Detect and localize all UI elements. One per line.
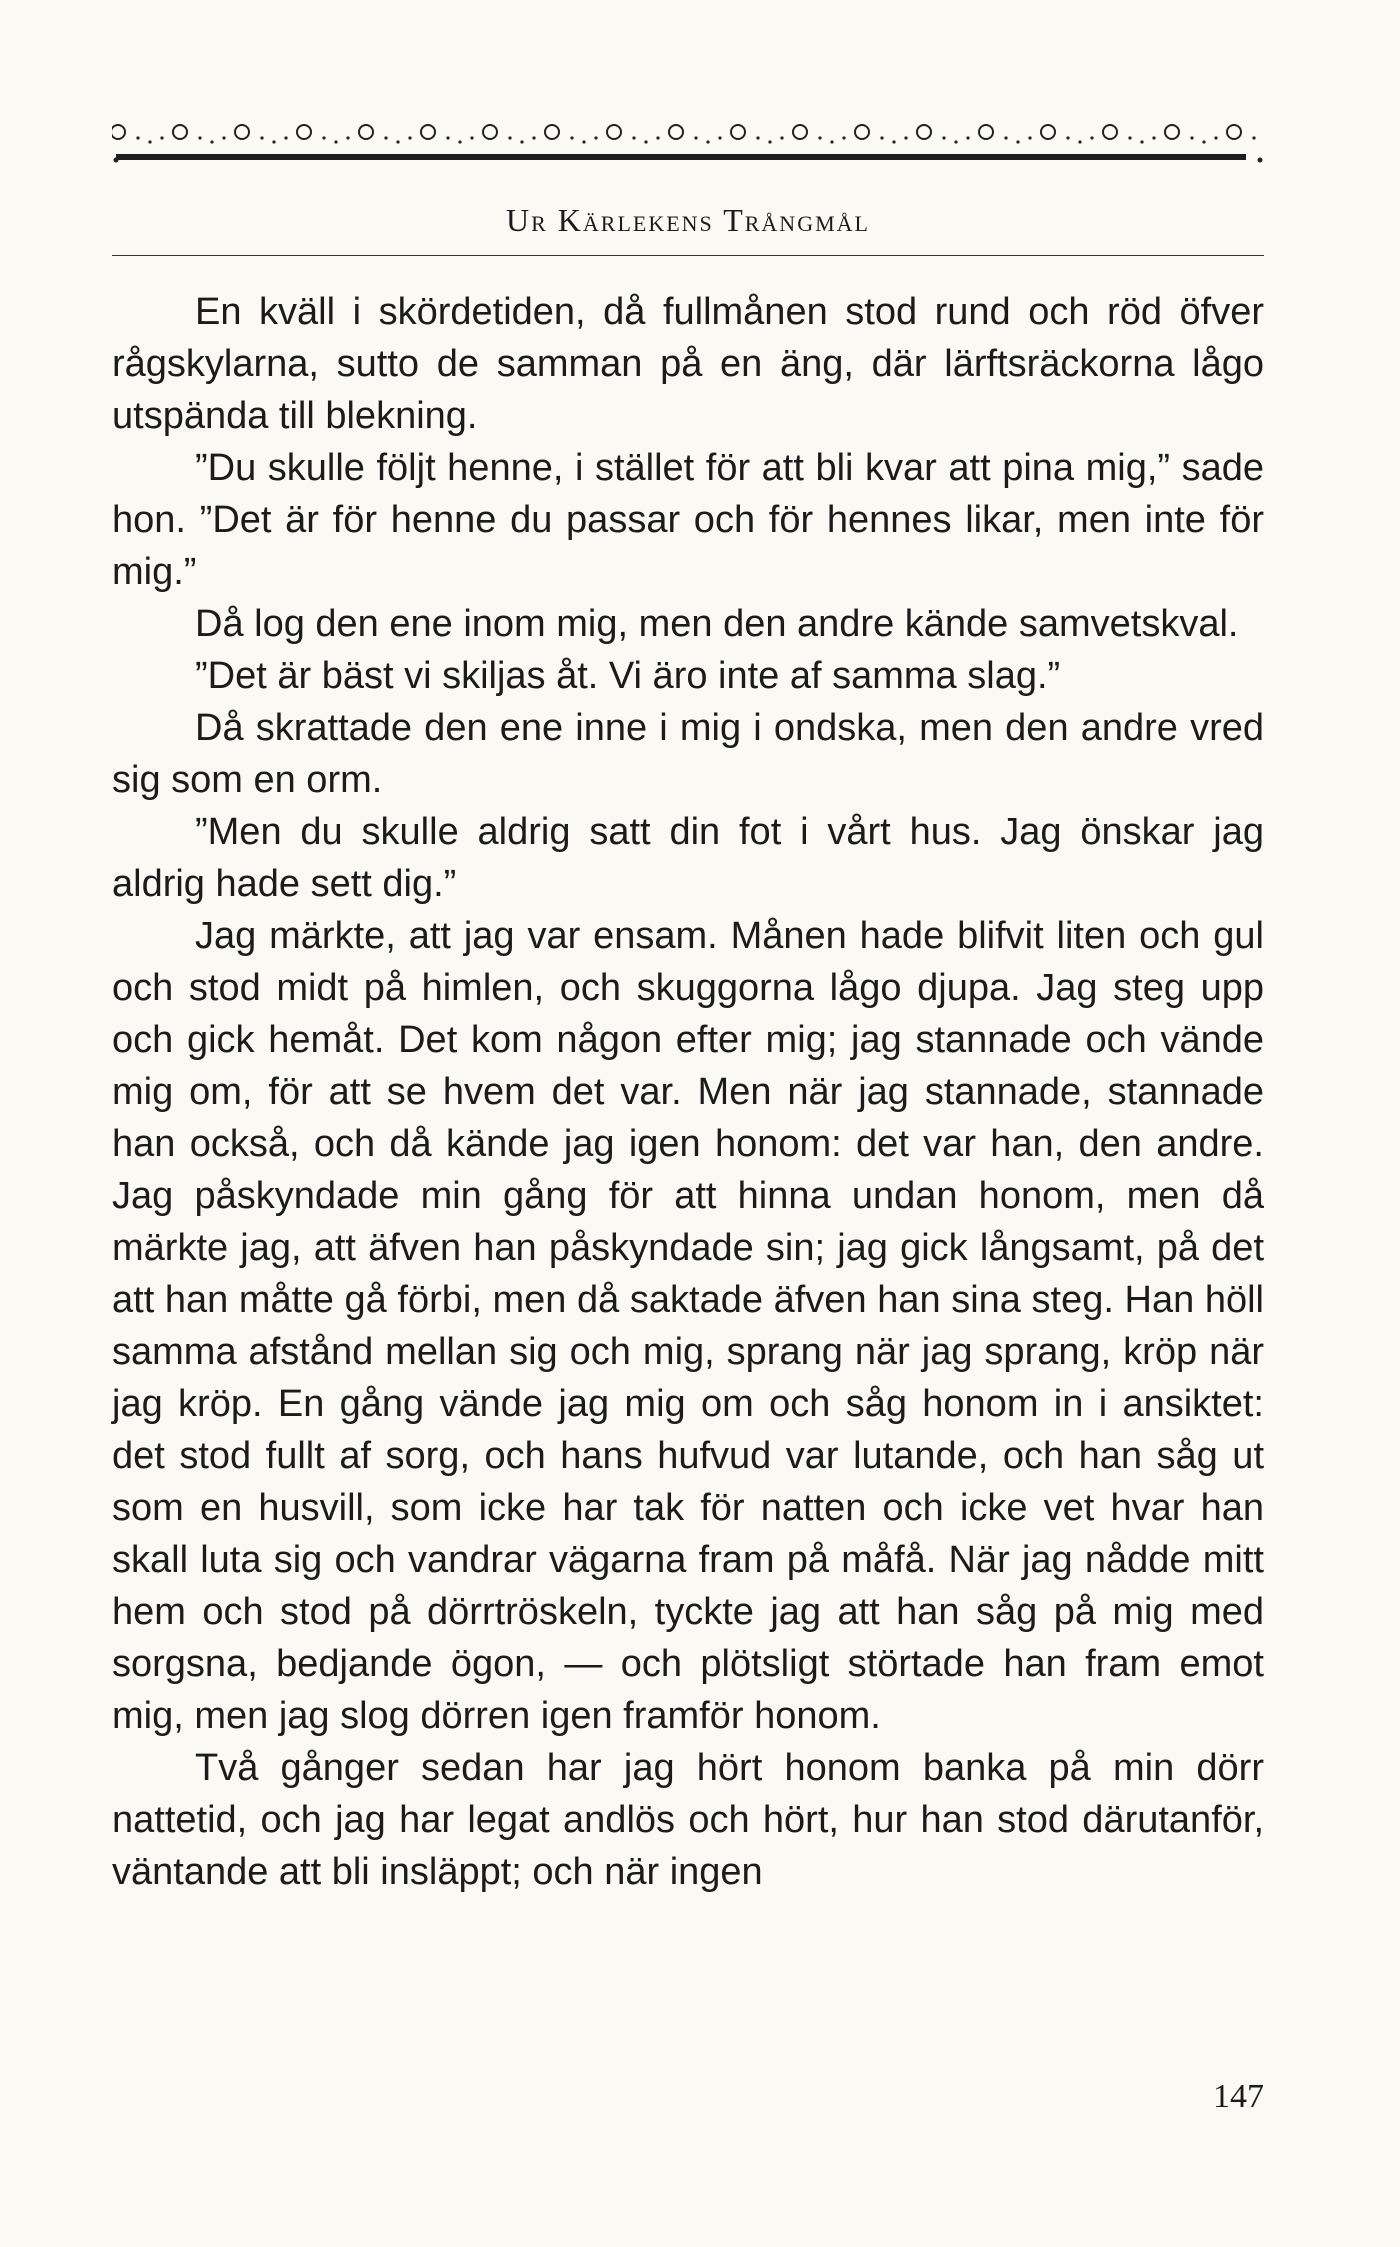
ornament-dot <box>470 136 473 139</box>
ornament-dot <box>408 136 411 139</box>
ornament-dot <box>880 136 883 139</box>
ornament-ring <box>421 125 435 139</box>
ornament-dot <box>260 136 263 139</box>
ornament-dot <box>160 136 163 139</box>
ornament-dot <box>644 140 647 143</box>
body-text <box>112 286 1264 1898</box>
ornament-dot <box>756 136 759 139</box>
paragraph-text: Två gånger sedan har jag hört honom banka på min dörr nattetid, och jag har legat andlös och hört, hur han stod därutanför, väntande att bli insläppt; och när ingen <box>112 1747 1264 1893</box>
ornament-dot <box>1190 136 1193 139</box>
paragraph-text: ”Du skulle följt henne, i stället för att bli kvar att pina mig,” sade hon. ”Det är för henne du passar och för hennes likar, men inte för mig.” <box>112 447 1264 593</box>
ornament-dot <box>830 140 833 143</box>
ornament-ring <box>1041 125 1055 139</box>
paragraph <box>112 910 1264 1742</box>
ornament-dot <box>1202 140 1205 143</box>
running-head-title: Ur Kärlekens Trångmål <box>506 202 870 238</box>
ornament-dot <box>1252 136 1255 139</box>
paragraph <box>112 598 1264 650</box>
ornament-dot <box>1028 136 1031 139</box>
ornament-dot <box>818 136 821 139</box>
ornament-dot <box>594 136 597 139</box>
ornament-dot <box>272 140 275 143</box>
ornament-dot <box>706 140 709 143</box>
ornament-dot <box>508 136 511 139</box>
ornament-dot <box>1066 136 1069 139</box>
paragraph <box>112 806 1264 910</box>
ornament-dot-right <box>1258 158 1263 163</box>
ornament-dot <box>532 136 535 139</box>
ornament-dot <box>694 136 697 139</box>
paragraph-text: Jag märkte, att jag var ensam. Månen hade blifvit liten och gul och stod midt på himlen, och skuggorna lågo djupa. Jag steg upp och gick hemåt. Det kom någon efter mig; jag stannade och vände mig om, för att se hvem det var. Men när jag stannade, stannade han också, och då kände jag igen honom: det var han, den andre. Jag påskyndade min gång för att hinna undan honom, men då märkte jag, att äfven han påskyndade sin; jag gick långsamt, på det att han måtte gå förbi, men då saktade äfven han sina steg. Han höll samma afstånd mellan sig och mig, sprang när jag sprang, kröp när jag kröp. En gång vände jag mig om och såg honom in i ansiktet: det stod fullt af sorg, och hans hufvud var lutande, och han såg ut som en husvill, som icke har tak för natten och icke vet hvar han skall luta sig och vandrar vägarna fram på måfå. När jag nådde mitt hem och stod på dörrtröskeln, tyckte jag att han såg på mig med sorgsna, bedjande ögon, — och plötsligt störtade han fram emot mig, men jag slog dörren igen framför honom. <box>112 915 1264 1737</box>
ornament-dot <box>892 140 895 143</box>
ornament-dot <box>954 140 957 143</box>
paragraph <box>112 286 1264 442</box>
ornament-dot <box>718 136 721 139</box>
ornament-ring <box>1227 125 1241 139</box>
ornament-dot <box>284 136 287 139</box>
ornament-dot <box>842 136 845 139</box>
paragraph-text: Då skrattade den ene inne i mig i ondska, men den andre vred sig som en orm. <box>112 707 1264 801</box>
ornament-dot <box>632 136 635 139</box>
ornament-ring <box>359 125 373 139</box>
ornament-ring <box>1103 125 1117 139</box>
ornament-dot <box>904 136 907 139</box>
ornament-ring <box>855 125 869 139</box>
ornament-dot <box>1140 140 1143 143</box>
ornament-ring <box>297 125 311 139</box>
ornament-dot <box>384 136 387 139</box>
ornament-dot <box>210 140 213 143</box>
ornament-ring <box>607 125 621 139</box>
paragraph <box>112 702 1264 806</box>
ornament-dot <box>1214 136 1217 139</box>
ornament-ring <box>173 125 187 139</box>
ornament-dot <box>1004 136 1007 139</box>
header-rule <box>112 255 1264 256</box>
ornament-ring <box>483 125 497 139</box>
ornament-dot <box>1128 136 1131 139</box>
ornament-dot-left <box>114 158 119 163</box>
ornament-ring <box>545 125 559 139</box>
ornament-dot <box>396 140 399 143</box>
ornament-dot <box>1152 136 1155 139</box>
chain-ornament <box>112 118 1264 170</box>
ornament-ring <box>793 125 807 139</box>
ornament-dot <box>1016 140 1019 143</box>
ornament-dot <box>1078 140 1081 143</box>
ornament-ring <box>979 125 993 139</box>
ornament-dot <box>346 136 349 139</box>
ornament-dot <box>334 140 337 143</box>
ornament-dot <box>198 136 201 139</box>
paragraph-text: En kväll i skördetiden, då fullmånen stod rund och röd öfver rågskylarna, sutto de samman på en äng, där lärftsräckorna lågo utspända till blekning. <box>112 291 1264 437</box>
paragraph-text: ”Det är bäst vi skiljas åt. Vi äro inte af samma slag.” <box>195 655 1061 697</box>
paragraph <box>112 1742 1264 1898</box>
ornament-dot <box>136 136 139 139</box>
ornament-ring <box>669 125 683 139</box>
ornament-dot <box>322 136 325 139</box>
paragraph <box>112 650 1264 702</box>
ornament-ring <box>235 125 249 139</box>
ornament-dot <box>570 136 573 139</box>
ornament-dot <box>966 136 969 139</box>
page-number: 147 <box>1213 2078 1264 2115</box>
ornament-dot <box>520 140 523 143</box>
ornament-dot <box>446 136 449 139</box>
ornament-ring <box>917 125 931 139</box>
paragraph-text: ”Men du skulle aldrig satt din fot i vårt hus. Jag önskar jag aldrig hade sett dig.” <box>112 811 1264 905</box>
ornament-rule <box>116 154 1246 160</box>
ornament-dot <box>1090 136 1093 139</box>
ornament-ring <box>731 125 745 139</box>
ornament-dot <box>768 140 771 143</box>
ornament-dot <box>780 136 783 139</box>
ornament-ring <box>1165 125 1179 139</box>
ornament-dot <box>222 136 225 139</box>
paragraph <box>112 442 1264 598</box>
paragraph-text: Då log den ene inom mig, men den andre kände samvetskval. <box>195 603 1239 645</box>
ornament-dot <box>656 136 659 139</box>
ornament-dot <box>582 140 585 143</box>
ornament-dot <box>148 140 151 143</box>
ornament-dot <box>942 136 945 139</box>
ornament-ring <box>112 125 125 139</box>
ornament-dot <box>458 140 461 143</box>
